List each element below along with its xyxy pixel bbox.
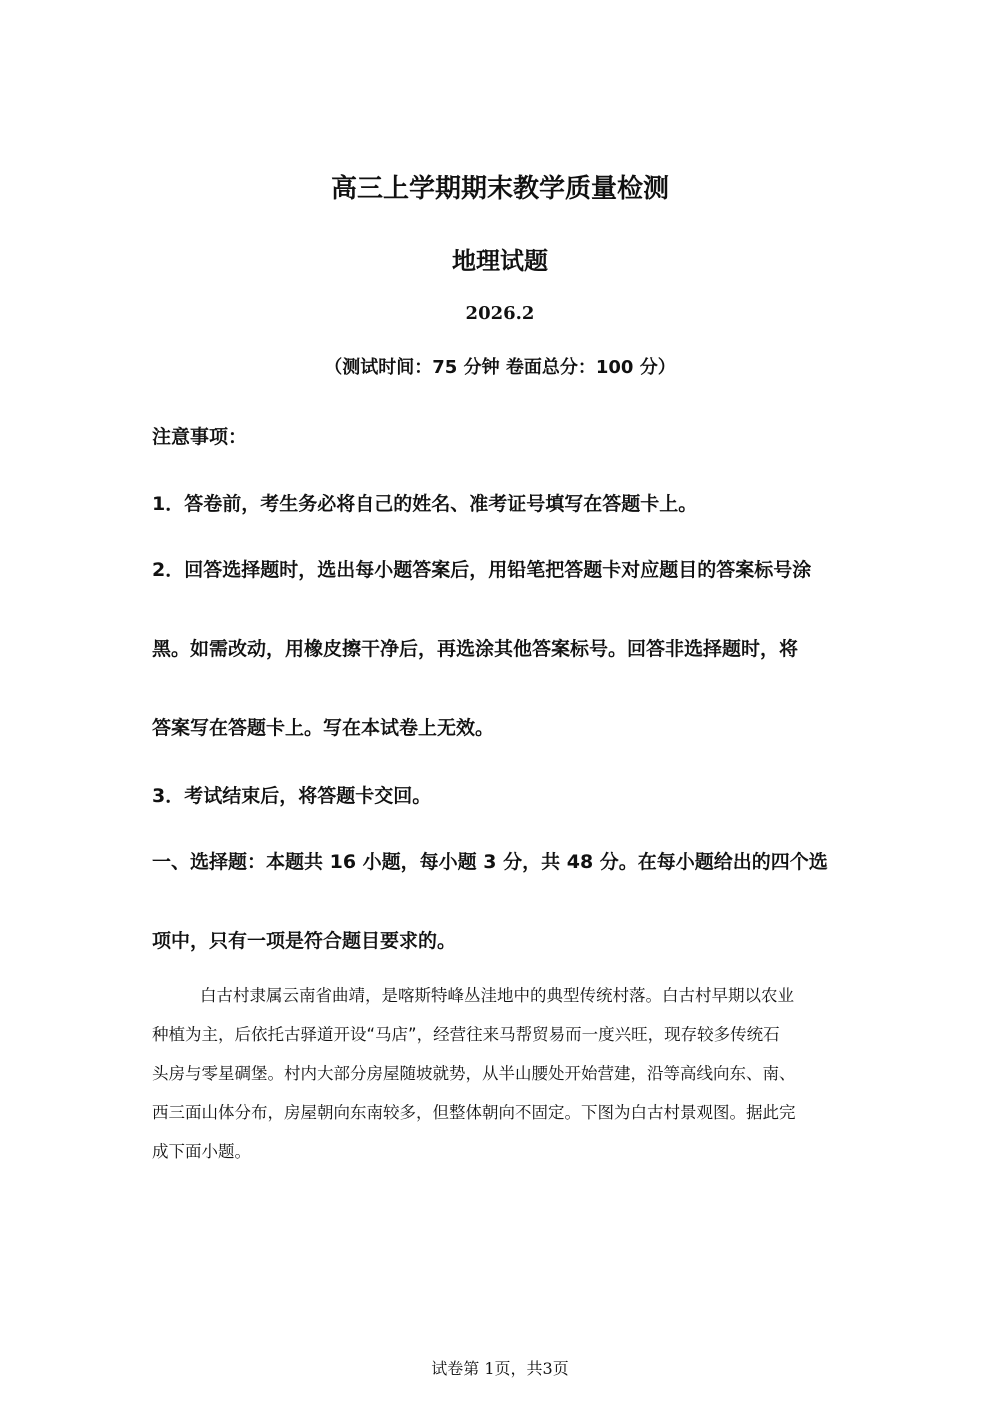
exam-subject: 地理试题 bbox=[452, 247, 548, 275]
notice-item-3: 3．考试结束后，将答题卡交回。 bbox=[152, 785, 432, 807]
section-heading-line-1: 一、选择题：本题共 16 小题，每小题 3 分，共 48 分。在每小题给出的四个选 bbox=[152, 851, 828, 873]
exam-date: 2026.2 bbox=[465, 303, 535, 324]
notice-item-2-line-1: 2．回答选择题时，选出每小题答案后，用铅笔把答题卡对应题目的答案标号涂 bbox=[152, 559, 812, 581]
notice-item-2-line-2: 黑。如需改动，用橡皮擦干净后，再选涂其他答案标号。回答非选择题时，将 bbox=[152, 638, 799, 660]
passage-line-1: 白古村隶属云南省曲靖，是喀斯特峰丛洼地中的典型传统村落。白古村早期以农业 bbox=[200, 986, 794, 1005]
notice-heading: 注意事项： bbox=[152, 426, 248, 448]
section-heading-line-2: 项中，只有一项是符合题目要求的。 bbox=[152, 930, 457, 952]
notice-item-1: 1．答卷前，考生务必将自己的姓名、准考证号填写在答题卡上。 bbox=[152, 493, 698, 515]
page-footer: 试卷第 1页，共3页 bbox=[431, 1359, 569, 1378]
passage-line-4: 西三面山体分布，房屋朝向东南较多，但整体朝向不固定。下图为白古村景观图。据此完 bbox=[152, 1103, 796, 1122]
notice-item-2-line-3: 答案写在答题卡上。写在本试卷上无效。 bbox=[152, 717, 495, 739]
exam-title: 高三上学期期末教学质量检测 bbox=[330, 174, 669, 204]
passage-line-3: 头房与零星碉堡。村内大部分房屋随坡就势，从半山腰处开始营建，沿等高线向东、南、 bbox=[152, 1064, 796, 1083]
passage-line-2: 种植为主，后依托古驿道开设“马店”，经营往来马帮贸易而一度兴旺，现存较多传统石 bbox=[152, 1025, 780, 1044]
passage-line-5: 成下面小题。 bbox=[152, 1142, 251, 1161]
exam-info: （测试时间：75 分钟 卷面总分：100 分） bbox=[324, 357, 676, 378]
